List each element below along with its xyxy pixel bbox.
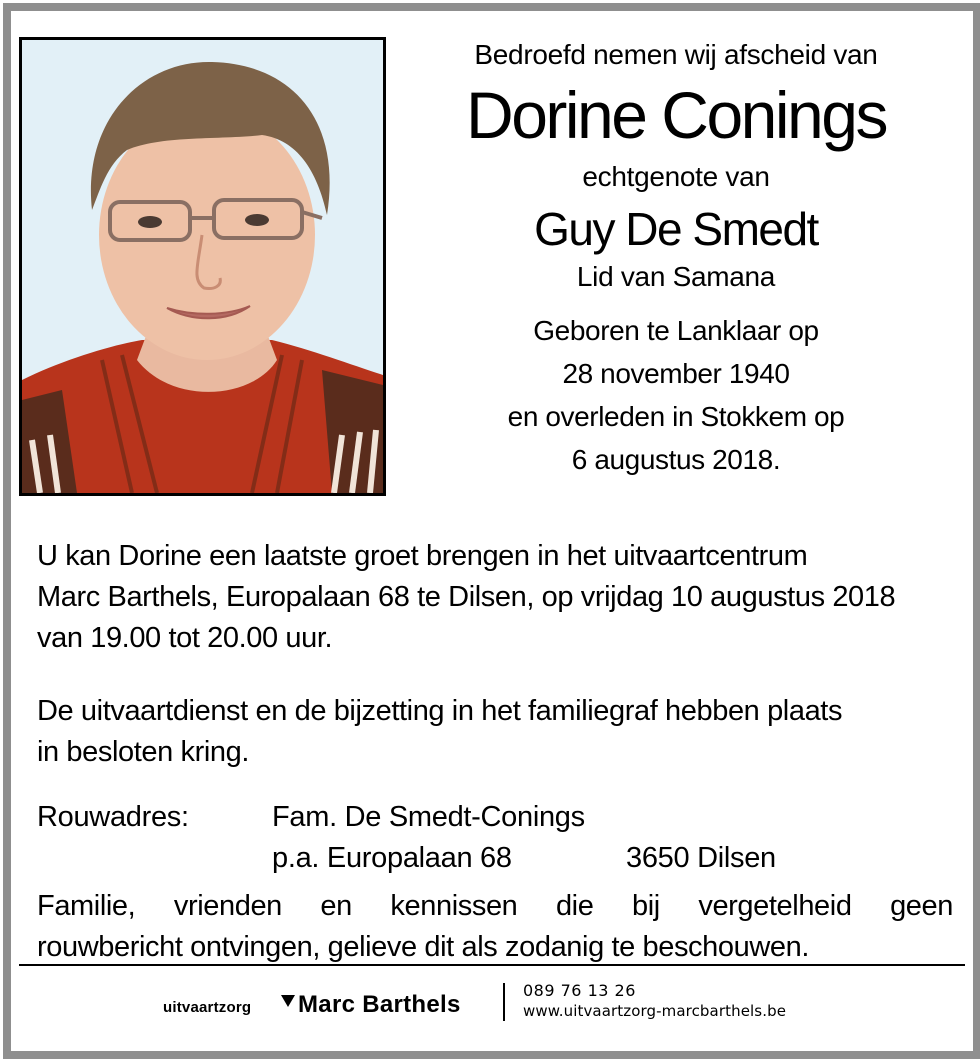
portrait-photo	[19, 37, 386, 496]
notice-line: rouwbericht ontvingen, gelieve dit als zodanig te beschouwen.	[37, 931, 809, 963]
relation-line: echtgenote van	[582, 161, 770, 192]
death-place-line: en overleden in Stokkem op	[507, 401, 845, 432]
footer-separator	[503, 983, 505, 1021]
notice-paragraph	[37, 886, 953, 968]
brand-name: Marc Barthels	[298, 991, 461, 1018]
deceased-name: Dorine Conings	[466, 78, 886, 152]
birth-place-line: Geboren te Lanklaar op	[533, 315, 819, 346]
portrait-illustration	[22, 40, 383, 493]
address-label: Rouwadres:	[37, 801, 189, 833]
visitation-line: U kan Dorine een laatste groet brengen in het uitvaartcentrum	[37, 540, 808, 572]
funeral-home-footer	[11, 971, 973, 1041]
deceased-header	[391, 31, 961, 481]
brand-prefix: uitvaartzorg	[163, 999, 252, 1016]
service-line: in besloten kring.	[37, 736, 250, 768]
intro-line: Bedroefd nemen wij afscheid van	[474, 39, 878, 70]
spouse-name: Guy De Smedt	[534, 203, 818, 255]
birth-date-line: 28 november 1940	[562, 358, 790, 389]
service-line: De uitvaartdienst en de bijzetting in het familiegraf hebben plaats	[37, 695, 843, 727]
membership-line: Lid van Samana	[576, 261, 776, 292]
death-date-line: 6 augustus 2018.	[571, 444, 781, 475]
brand-triangle-icon	[281, 995, 295, 1007]
service-paragraph	[37, 691, 953, 773]
visitation-paragraph	[37, 536, 953, 659]
footer-divider	[19, 964, 965, 966]
website-link[interactable]: www.uitvaartzorg-marcbarthels.be	[523, 1002, 787, 1020]
phone-number: 089 76 13 26	[523, 981, 636, 1000]
visitation-line: Marc Barthels, Europalaan 68 te Dilsen, op vrijdag 10 augustus 2018	[37, 581, 896, 613]
address-street: p.a. Europalaan 68	[272, 842, 512, 874]
address-family: Fam. De Smedt-Conings	[272, 801, 585, 833]
obituary-card	[3, 3, 980, 1059]
notice-line: Familie, vrienden en kennissen die bij vergetelheid geen	[37, 890, 953, 922]
visitation-line: van 19.00 tot 20.00 uur.	[37, 622, 333, 654]
birth-death-block	[391, 309, 961, 481]
address-city: 3650 Dilsen	[626, 842, 776, 874]
